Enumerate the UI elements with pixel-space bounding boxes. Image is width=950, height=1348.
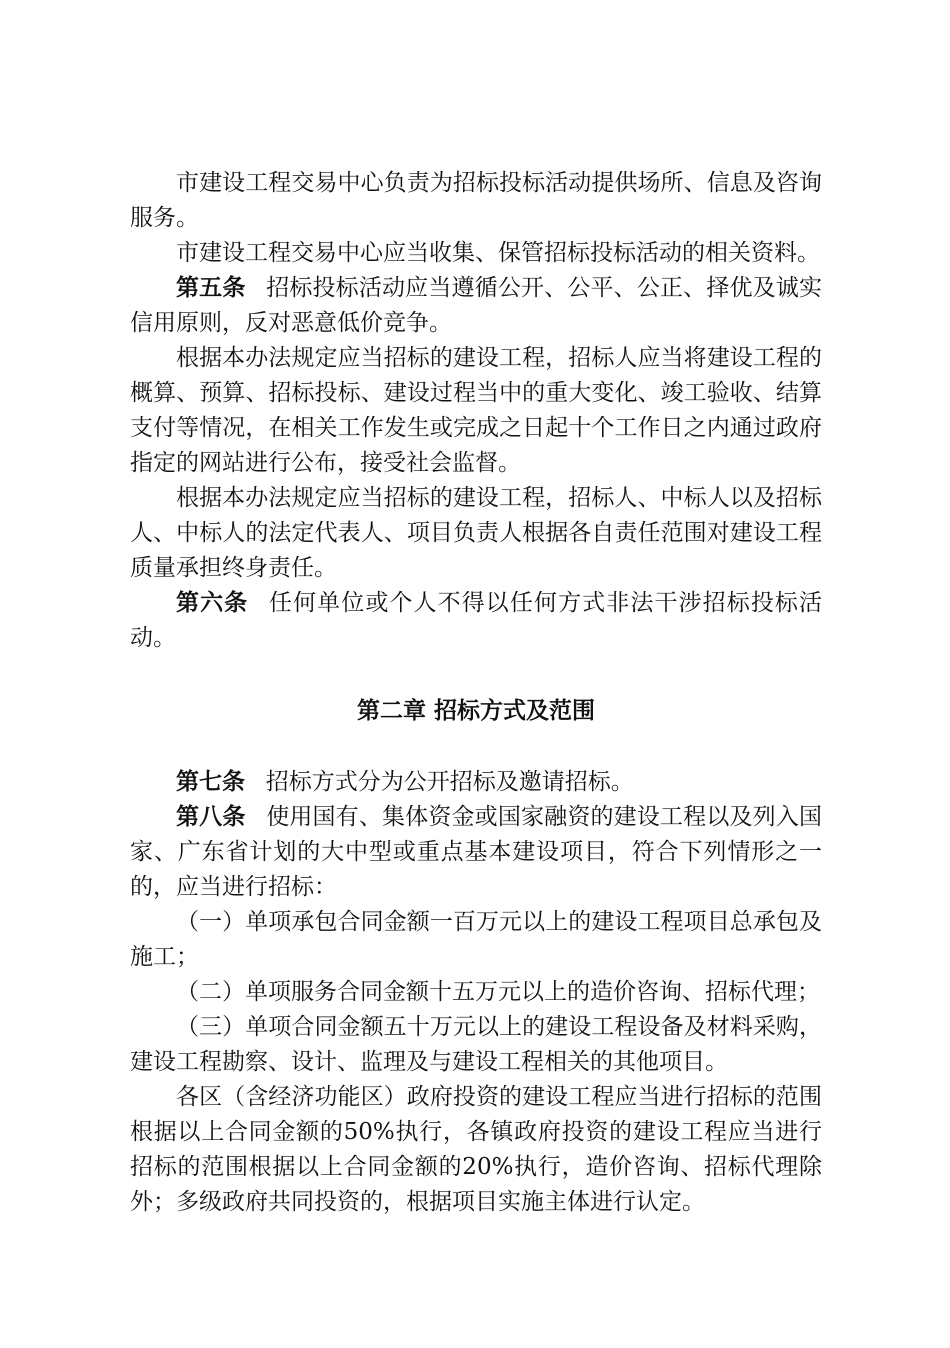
list-item: [130, 905, 822, 975]
paragraph: [130, 236, 822, 271]
paragraph-text: 各区（含经济功能区）政府投资的建设工程应当进行招标的范围根据以上合同金额的50%执行，各镇政府投资的建设工程应当进行招标的范围根据以上合同金额的20%执行，造价咨询、招标代理除外；多级政府共同投资的，根据项目实施主体进行认定。: [130, 1084, 822, 1215]
list-item-text: （一）单项承包合同金额一百万元以上的建设工程项目总承包及施工；: [130, 909, 822, 970]
paragraph-text: 任何单位或个人不得以任何方式非法干涉招标投标活动。: [130, 590, 823, 651]
list-item: [130, 975, 822, 1010]
paragraph: [130, 800, 822, 905]
paragraph: [130, 481, 822, 586]
list-item-text: （二）单项服务合同金额十五万元以上的造价咨询、招标代理；: [176, 979, 820, 1005]
paragraph-text: 使用国有、集体资金或国家融资的建设工程以及列入国家、广东省计划的大中型或重点基本建设项目，符合下列情形之一的，应当进行招标：: [130, 804, 823, 900]
section-before-chapter: [130, 166, 822, 656]
list-item-text: （三）单项合同金额五十万元以上的建设工程设备及材料采购，建设工程勘察、设计、监理及与建设工程相关的其他项目。: [130, 1014, 822, 1075]
section-after-chapter: [130, 765, 822, 1220]
chapter-title: 第二章 招标方式及范围: [356, 698, 595, 724]
paragraph-text: 市建设工程交易中心应当收集、保管招标投标活动的相关资料。: [176, 240, 820, 266]
paragraph: [130, 166, 822, 236]
article-number: 第八条: [176, 804, 246, 830]
paragraph: [130, 586, 822, 656]
paragraph: [130, 341, 822, 481]
paragraph-text: 招标方式分为公开招标及邀请招标。: [265, 769, 634, 795]
list-item: [130, 1010, 822, 1080]
paragraph: [130, 765, 822, 800]
paragraph-text: 招标投标活动应当遵循公开、公平、公正、择优及诚实信用原则，反对恶意低价竞争。: [130, 275, 823, 336]
paragraph-text: 根据本办法规定应当招标的建设工程，招标人、中标人以及招标人、中标人的法定代表人、项目负责人根据各自责任范围对建设工程质量承担终身责任。: [130, 485, 822, 581]
paragraph-text: 根据本办法规定应当招标的建设工程，招标人应当将建设工程的概算、预算、招标投标、建设过程当中的重大变化、竣工验收、结算支付等情况，在相关工作发生或完成之日起十个工作日之内通过政府指定的网站进行公布，接受社会监督。: [130, 345, 822, 476]
article-number: 第七条: [176, 769, 245, 795]
paragraph-text: 市建设工程交易中心负责为招标投标活动提供场所、信息及咨询服务。: [130, 170, 822, 231]
article-number: 第五条: [176, 275, 246, 301]
document-page: [130, 166, 822, 1220]
article-number: 第六条: [176, 590, 249, 616]
paragraph: [130, 271, 822, 341]
paragraph: [130, 1080, 822, 1220]
